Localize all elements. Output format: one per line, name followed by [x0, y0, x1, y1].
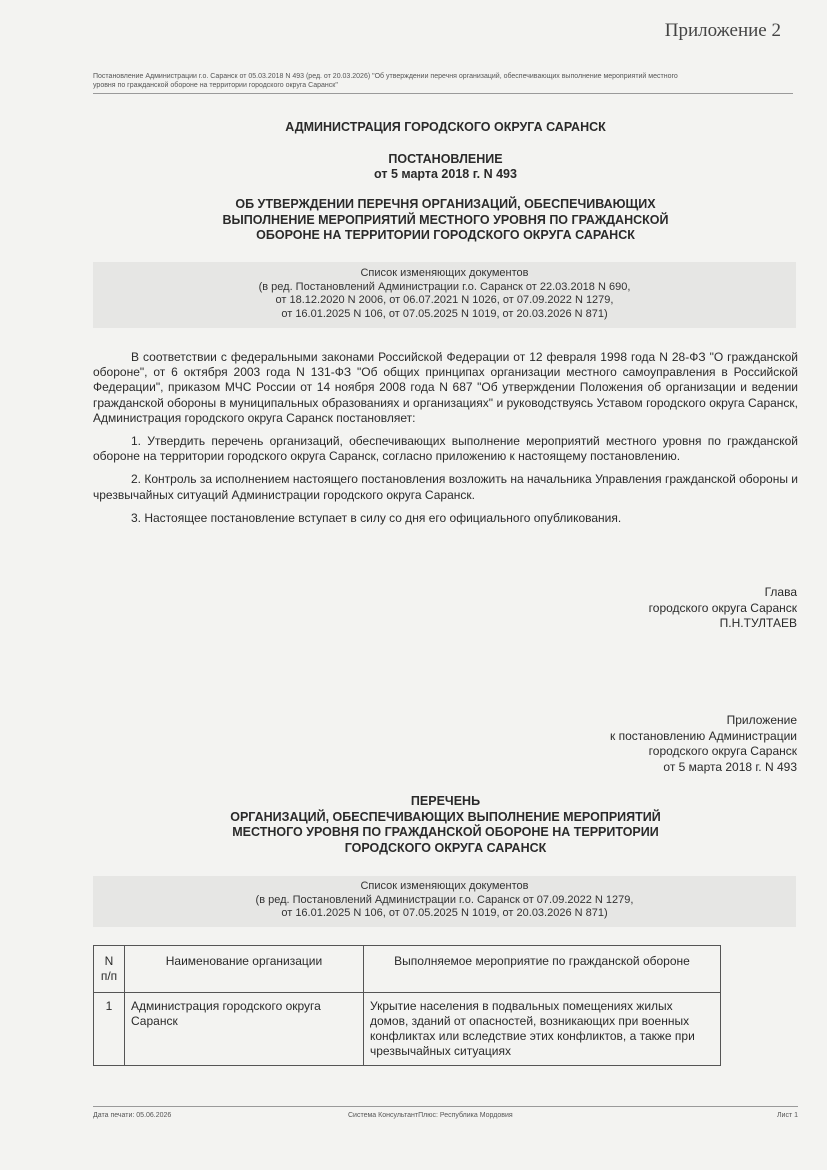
clause-1: 1. Утвердить перечень организаций, обеспечивающих выполнение мероприятий местного уровня по гражданской обороне на территории городского округа Саранск, согласно приложению к настоящему постановлению. [93, 434, 798, 464]
clause-2: 2. Контроль за исполнением настоящего постановления возложить на начальника Управления гражданской обороны и чрезвычайных ситуаций Администрации городского округа Саранск. [93, 472, 798, 502]
subject-line: ВЫПОЛНЕНИЕ МЕРОПРИЯТИЙ МЕСТНОГО УРОВНЯ ПО ГРАЖДАНСКОЙ [222, 212, 669, 227]
appendix-reference [610, 713, 797, 775]
header-activity: Выполняемое мероприятие по гражданской обороне [364, 946, 721, 993]
appendix-ref-line: городского округа Саранск [648, 744, 797, 758]
list-title-line: ОРГАНИЗАЦИЙ, ОБЕСПЕЧИВАЮЩИХ ВЫПОЛНЕНИЕ МЕРОПРИЯТИЙ [230, 809, 661, 824]
header-number-line: N [104, 954, 114, 968]
amendments-line: от 16.01.2025 N 106, от 07.05.2025 N 1019, от 20.03.2026 N 871) [281, 307, 608, 320]
table-header-row [94, 946, 721, 993]
amendments-box [93, 876, 796, 927]
amendments-line: от 18.12.2020 N 2006, от 06.07.2021 N 1026, от 07.09.2022 N 1279, [275, 294, 614, 306]
system-name: Система КонсультантПлюс: Республика Мордовия [348, 1112, 513, 1119]
running-header [93, 72, 793, 94]
signature-position: городского округа Саранск [648, 600, 797, 615]
decree-date: от 5 марта 2018 г. N 493 [374, 167, 517, 181]
amendments-line: от 16.01.2025 N 106, от 07.05.2025 N 1019, от 20.03.2026 N 871) [281, 907, 608, 919]
row-number: 1 [94, 993, 125, 1066]
amendments-title: Список изменяющих документов [360, 267, 529, 279]
decree-subject [93, 197, 798, 244]
organizations-table [93, 945, 721, 1066]
header-number-line: п/п [100, 969, 118, 983]
header-number [94, 946, 125, 993]
signature-position: Глава [764, 585, 797, 599]
signature-block [649, 585, 797, 632]
list-title [93, 794, 798, 856]
subject-line: ОБОРОНЕ НА ТЕРРИТОРИИ ГОРОДСКОГО ОКРУГА САРАНСК [256, 228, 635, 242]
row-organization: Администрация городского округа Саранск [125, 993, 364, 1066]
appendix-ref-line: Приложение [726, 713, 797, 727]
header-organization: Наименование организации [125, 946, 364, 993]
decree-title: ПОСТАНОВЛЕНИЕ [388, 152, 503, 166]
attachment-label: Приложение 2 [664, 20, 781, 41]
amendments-box [93, 262, 796, 328]
list-title-line: ГОРОДСКОГО ОКРУГА САРАНСК [344, 840, 547, 855]
appendix-ref-line: от 5 марта 2018 г. N 493 [663, 759, 797, 774]
sheet-number: Лист 1 [776, 1112, 798, 1119]
subject-line: ОБ УТВЕРЖДЕНИИ ПЕРЕЧНЯ ОРГАНИЗАЦИЙ, ОБЕСПЕЧИВАЮЩИХ [235, 197, 656, 211]
amendments-line: (в ред. Постановлений Администрации г.о. Саранск от 07.09.2022 N 1279, [255, 893, 634, 906]
table-row [94, 993, 721, 1066]
running-header-line: Постановление Администрации г.о. Саранск от 05.03.2018 N 493 (ред. от 20.03.2026) "Об утверждении перечня организаций, обеспечивающих выполнение мероприятий местного [93, 73, 678, 80]
clause-3: 3. Настоящее постановление вступает в силу со дня его официального опубликования. [131, 510, 622, 525]
decree-body [93, 350, 798, 534]
amendments-title: Список изменяющих документов [360, 880, 529, 892]
decree-heading [93, 152, 798, 182]
administration-title: АДМИНИСТРАЦИЯ ГОРОДСКОГО ОКРУГА САРАНСК [285, 120, 606, 134]
preamble-paragraph: В соответствии с федеральными законами Российской Федерации от 12 февраля 1998 года N 28-ФЗ "О гражданской обороне", от 6 октября 2003 года N 131-ФЗ "Об общих принципах организации местного самоуправления в Российской Федерации", приказом МЧС России от 14 ноября 2008 года N 687 "Об утверждении Положения об организации и ведении гражданской обороны в муниципальных образованиях и организациях" и руководствуясь Уставом городского округа Саранск, Администрация городского округа Саранск постановляет: [93, 350, 798, 425]
amendments-line: (в ред. Постановлений Администрации г.о. Саранск от 22.03.2018 N 690, [258, 280, 631, 293]
row-activity: Укрытие населения в подвальных помещениях жилых домов, зданий от опасностей, возникающих при военных конфликтах или вследствие этих конфликтов, а также при чрезвычайных ситуациях [364, 993, 721, 1066]
running-header-line: уровня по гражданской обороне на территории городского округа Саранск" [93, 82, 338, 89]
list-title-line: МЕСТНОГО УРОВНЯ ПО ГРАЖДАНСКОЙ ОБОРОНЕ НА ТЕРРИТОРИИ [232, 825, 659, 839]
signature-name: П.Н.ТУЛТАЕВ [719, 616, 797, 630]
page-footer [93, 1106, 798, 1123]
print-date: Дата печати: 05.06.2026 [93, 1112, 172, 1119]
appendix-ref-line: к постановлению Администрации [610, 728, 797, 743]
list-title-line: ПЕРЕЧЕНЬ [410, 794, 481, 808]
